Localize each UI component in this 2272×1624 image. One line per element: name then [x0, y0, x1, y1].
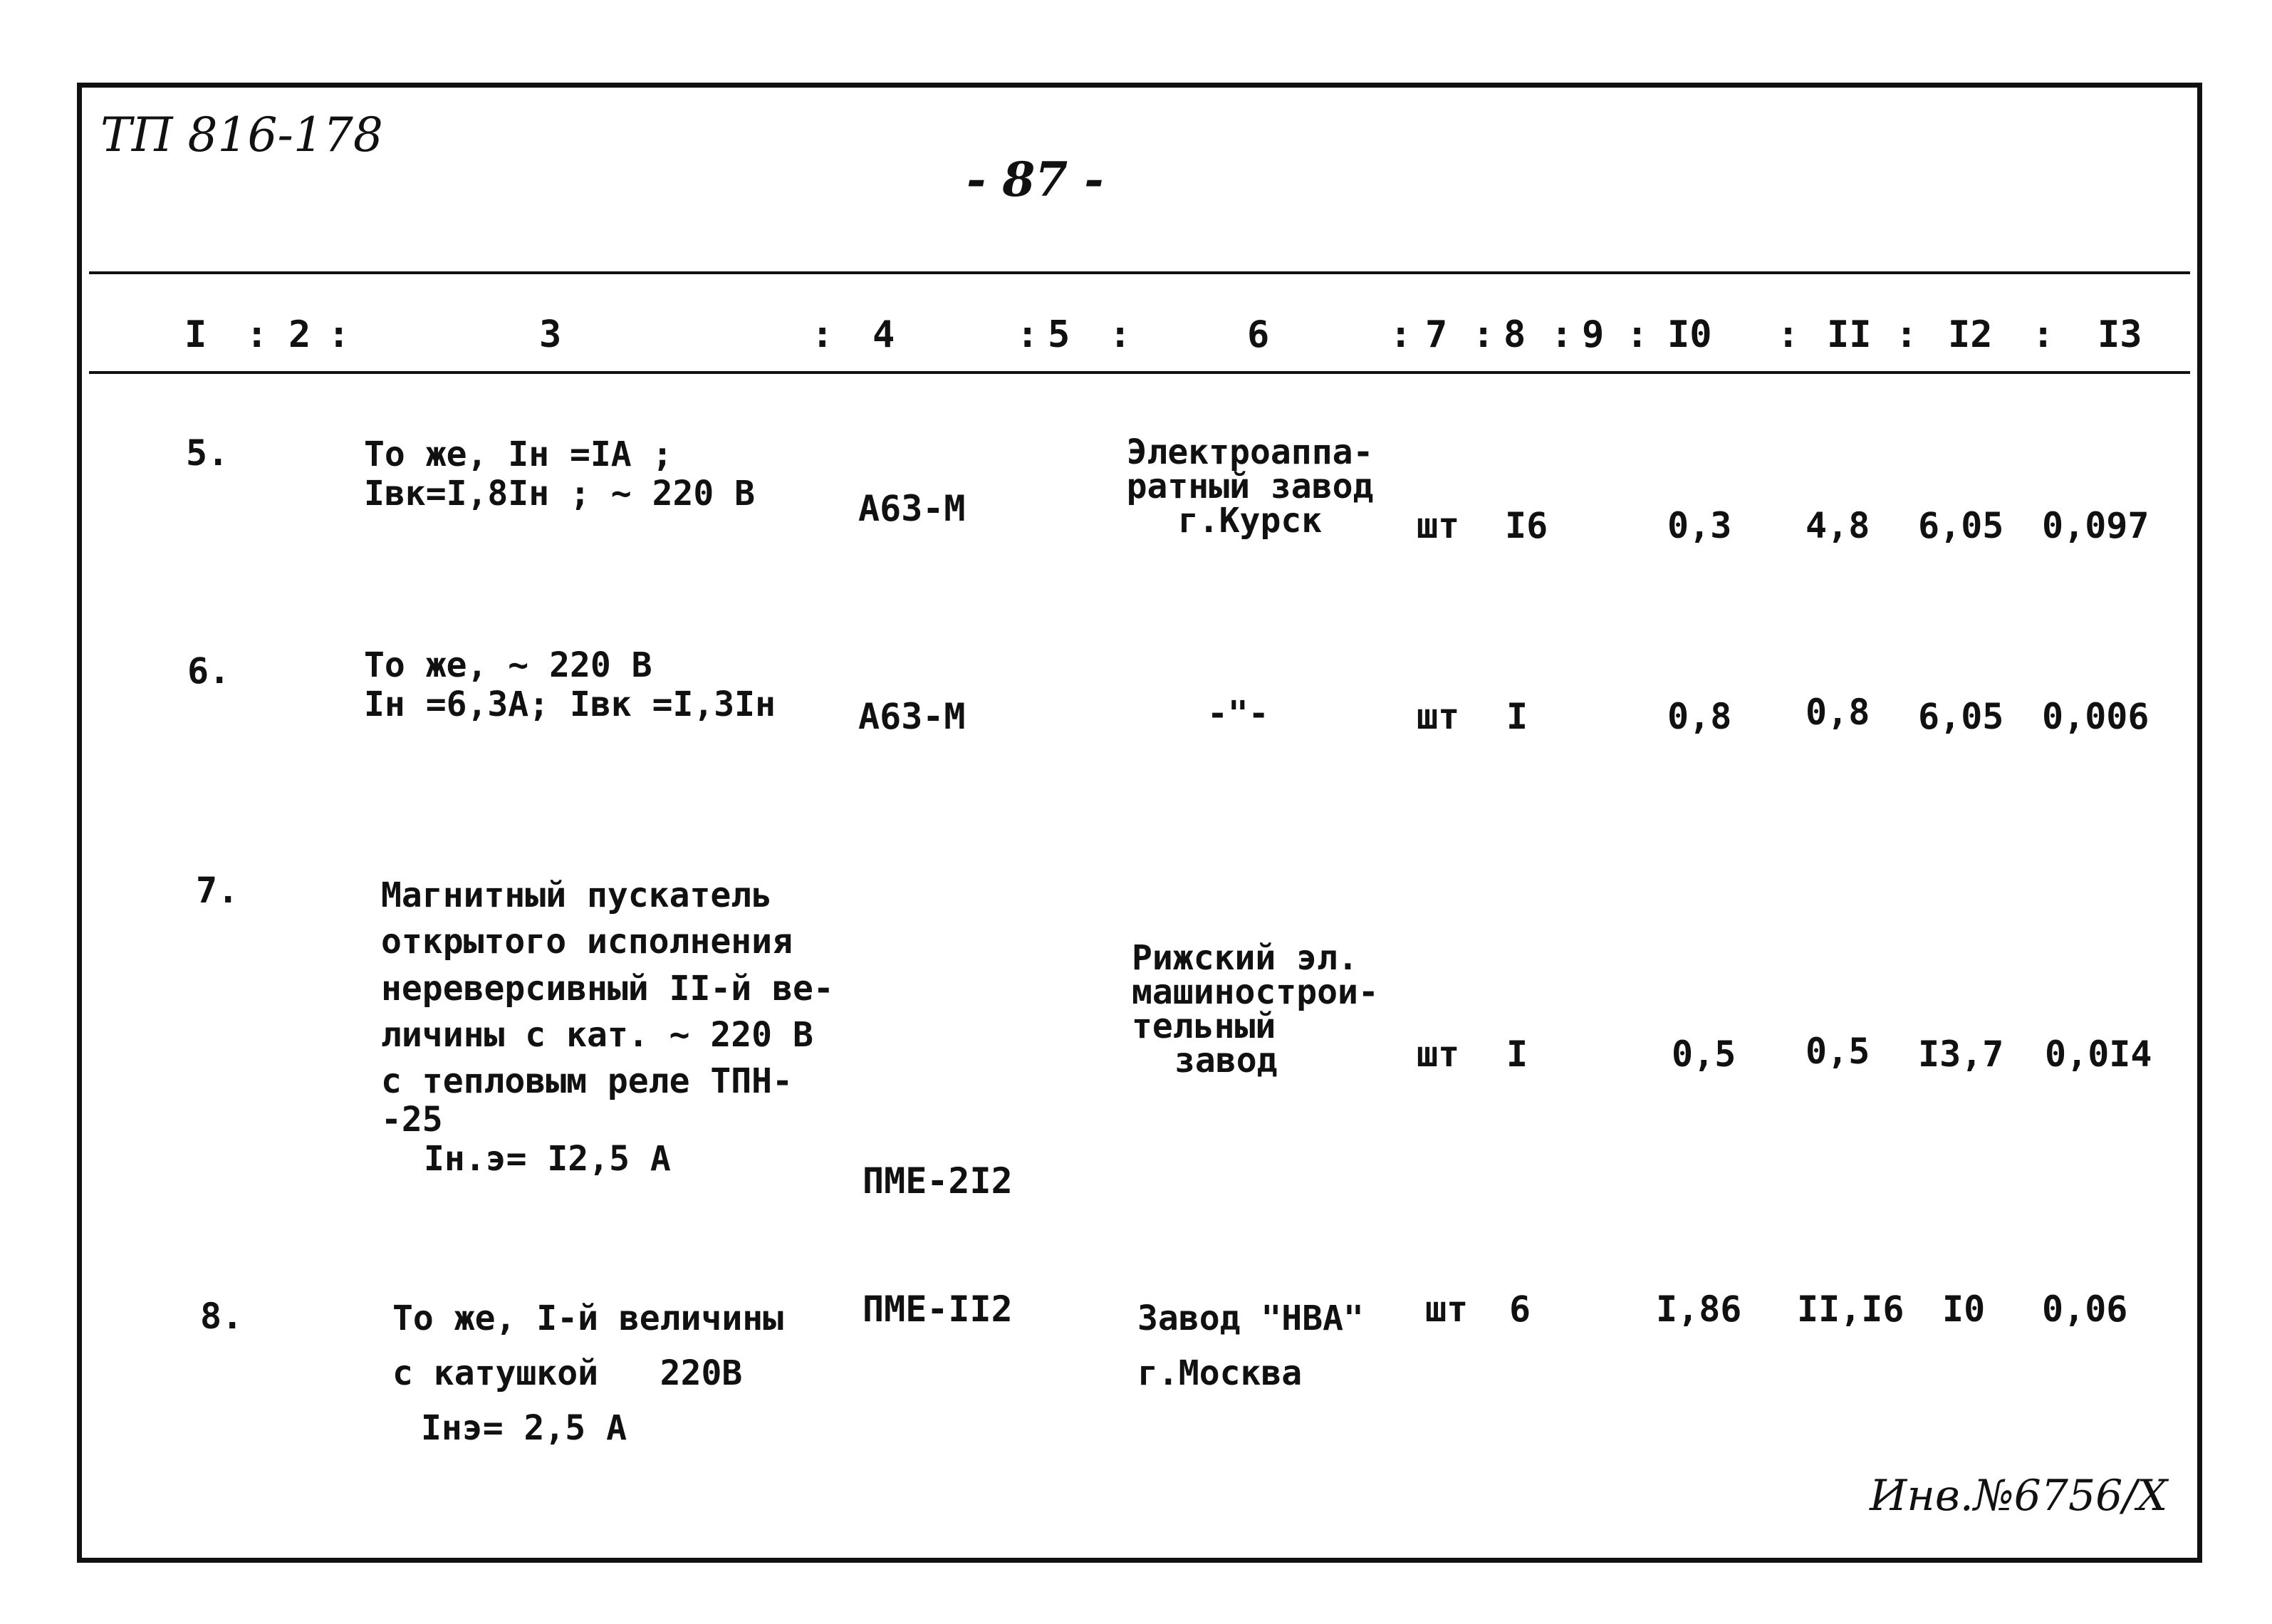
- col-header-13: I3: [2098, 313, 2142, 356]
- col-sep: :: [246, 313, 269, 356]
- row-description: То же, ~ 220 В Iн =6,3А; Iвк =I,3Iн: [364, 645, 776, 725]
- col-sep: :: [1777, 313, 1800, 356]
- col-header-6: 6: [1247, 313, 1270, 356]
- col-sep: :: [2032, 313, 2055, 356]
- row-description: То же, Iн =IА ; Iвк=I,8Iн ; ~ 220 В: [364, 434, 756, 514]
- col-header-2: 2: [288, 313, 311, 356]
- row-col12: I0: [1942, 1289, 1986, 1330]
- row-col10: 0,8: [1667, 696, 1732, 737]
- col-header-4: 4: [872, 313, 895, 356]
- col-header-10: I0: [1667, 313, 1712, 356]
- row-number: 8.: [200, 1296, 244, 1337]
- row-qty: I: [1506, 1034, 1528, 1075]
- row-type: А63-М: [858, 696, 966, 737]
- row-number: 5.: [186, 432, 229, 474]
- row-col12: 6,05: [1918, 696, 2004, 737]
- col-header-9: 9: [1582, 313, 1605, 356]
- row-col13: 0,006: [2042, 696, 2149, 737]
- row-manufacturer: -"-: [1207, 694, 1269, 734]
- col-header-3: 3: [539, 313, 562, 356]
- row-number: 7.: [196, 870, 239, 911]
- row-qty: 6: [1509, 1289, 1531, 1330]
- col-header-12: I2: [1948, 313, 1993, 356]
- header-divider: [89, 271, 2190, 274]
- row-col10: I,86: [1656, 1289, 1742, 1330]
- row-col12: I3,7: [1918, 1034, 2004, 1075]
- col-sep: :: [1472, 313, 1495, 356]
- col-header-5: 5: [1048, 313, 1070, 356]
- inventory-number: Инв.№6756/X: [1870, 1471, 2168, 1521]
- row-col10: 0,3: [1667, 505, 1732, 546]
- row-type: ПМЕ-2I2: [863, 1160, 1013, 1202]
- row-description: Магнитный пускатель открытого исполнения нереверсивный II-й ве- личины с кат. ~ 220 В с тепловым реле ТПН- -25 Iн.э= I2,5 А: [381, 875, 834, 1179]
- row-col11: 4,8: [1805, 505, 1870, 546]
- col-header-11: II: [1827, 313, 1872, 356]
- row-col10: 0,5: [1672, 1034, 1736, 1075]
- row-unit: шт: [1417, 1034, 1460, 1075]
- row-col13: 0,06: [2042, 1289, 2128, 1330]
- row-col11: II,I6: [1797, 1289, 1904, 1330]
- row-col13: 0,097: [2042, 505, 2149, 546]
- row-manufacturer: Электроаппа- ратный завод г.Курск: [1126, 432, 1374, 541]
- column-header-divider: [89, 371, 2190, 374]
- row-col11: 0,5: [1805, 1031, 1870, 1072]
- page-number: - 87 -: [966, 152, 1104, 207]
- document-code: ТП 816-178: [100, 108, 383, 162]
- row-qty: I6: [1505, 505, 1548, 546]
- col-sep: :: [328, 313, 350, 356]
- col-sep: :: [1390, 313, 1412, 356]
- col-header-7: 7: [1425, 313, 1448, 356]
- col-sep: :: [1895, 313, 1918, 356]
- row-col12: 6,05: [1918, 505, 2004, 546]
- row-description: То же, I-й величины с катушкой 220В Iнэ= 2,5 А: [392, 1298, 784, 1448]
- col-header-1: I: [184, 313, 207, 356]
- col-sep: :: [1551, 313, 1573, 356]
- row-number: 6.: [187, 650, 231, 692]
- row-col11: 0,8: [1805, 692, 1870, 733]
- col-sep: :: [811, 313, 834, 356]
- row-type: А63-М: [858, 488, 966, 529]
- row-unit: шт: [1417, 696, 1460, 737]
- row-col13: 0,0I4: [2045, 1034, 2152, 1075]
- row-unit: шт: [1425, 1289, 1469, 1330]
- row-qty: I: [1506, 696, 1528, 737]
- row-unit: шт: [1417, 505, 1460, 546]
- row-type: ПМЕ-II2: [863, 1289, 1013, 1330]
- col-header-8: 8: [1504, 313, 1526, 356]
- row-manufacturer: Завод "НВА" г.Москва: [1137, 1298, 1364, 1393]
- col-sep: :: [1626, 313, 1649, 356]
- col-sep: :: [1016, 313, 1039, 356]
- row-manufacturer: Рижский эл. машинострои- тельный завод: [1132, 938, 1379, 1081]
- col-sep: :: [1109, 313, 1132, 356]
- document-frame: [77, 83, 2202, 1563]
